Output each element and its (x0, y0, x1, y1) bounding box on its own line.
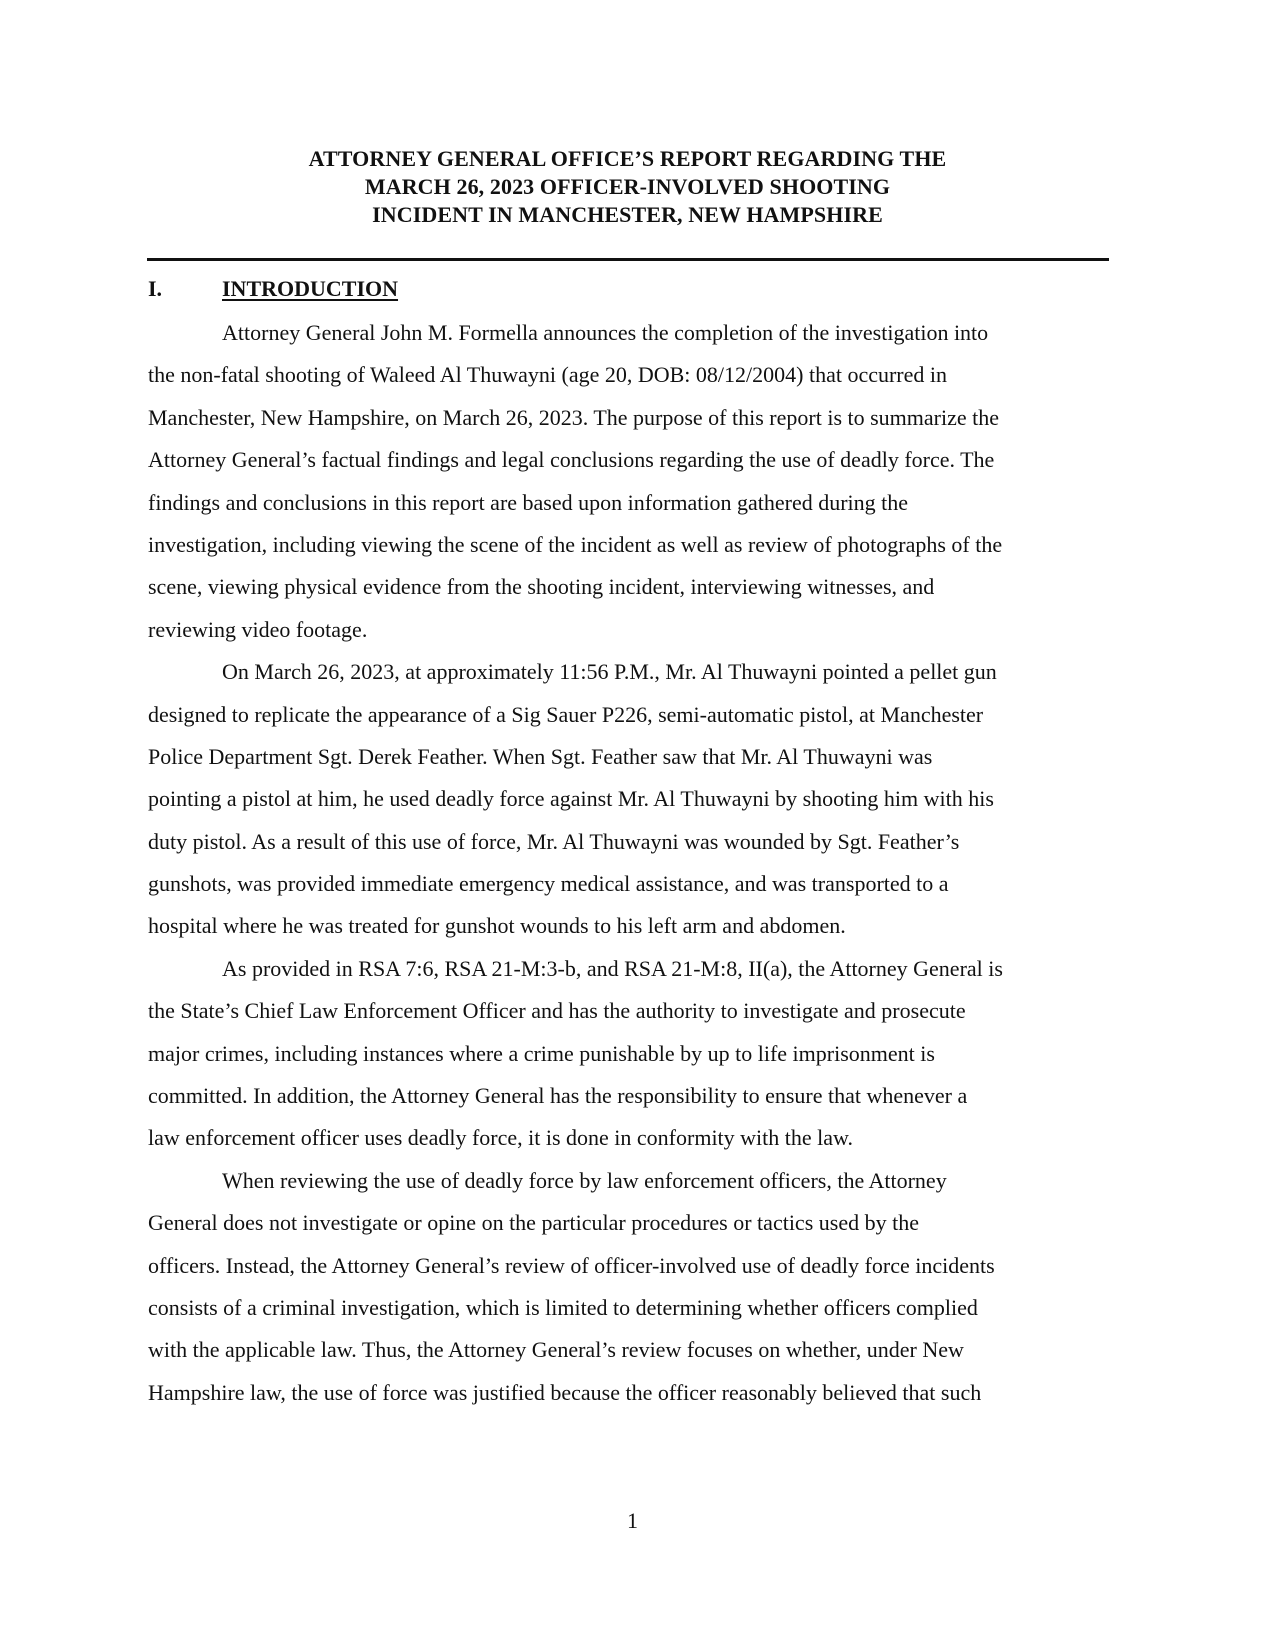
paragraph-1-line: findings and conclusions in this report are based upon information gathered during the (148, 489, 909, 515)
paragraph-3-line: the State’s Chief Law Enforcement Officer and has the authority to investigate and prosecute (148, 998, 966, 1024)
paragraph-1-line: Manchester, New Hampshire, on March 26, 2023. The purpose of this report is to summarize the (148, 404, 1000, 430)
page-number: 1 (627, 1508, 638, 1533)
paragraph-2-line: gunshots, was provided immediate emergency medical assistance, and was transported to a (148, 871, 949, 897)
paragraph-3-line: committed. In addition, the Attorney General has the responsibility to ensure that whenever a (148, 1083, 968, 1109)
paragraph-1-line: the non-fatal shooting of Waleed Al Thuwayni (age 20, DOB: 08/12/2004) that occurred in (148, 362, 948, 388)
paragraph-3-line: major crimes, including instances where a crime punishable by up to life imprisonment is (148, 1040, 935, 1066)
title-line-1: ATTORNEY GENERAL OFFICE’S REPORT REGARDING THE (308, 146, 947, 171)
paragraph-1-line: investigation, including viewing the scene of the incident as well as review of photographs of the (148, 531, 1003, 557)
paragraph-2-line: On March 26, 2023, at approximately 11:56 P.M., Mr. Al Thuwayni pointed a pellet gun (222, 659, 997, 685)
paragraph-3-line: As provided in RSA 7:6, RSA 21-M:3-b, and RSA 21-M:8, II(a), the Attorney General is (222, 955, 1003, 981)
paragraph-2-line: pointing a pistol at him, he used deadly force against Mr. Al Thuwayni by shooting him with his (148, 786, 994, 812)
paragraph-2-line: designed to replicate the appearance of a Sig Sauer P226, semi-automatic pistol, at Manchester (148, 701, 984, 727)
paragraph-3-line: law enforcement officer uses deadly force, it is done in conformity with the law. (148, 1125, 853, 1151)
section-number: I. (148, 276, 163, 301)
body-text (148, 312, 1113, 1414)
paragraph-1-line: Attorney General John M. Formella announces the completion of the investigation into (222, 320, 989, 345)
section-title: INTRODUCTION (222, 276, 399, 301)
title-divider (147, 258, 1109, 261)
paragraph-4-line: consists of a criminal investigation, which is limited to determining whether officers complied (148, 1294, 978, 1320)
title-line-3: INCIDENT IN MANCHESTER, NEW HAMPSHIRE (372, 202, 883, 227)
paragraph-4-line: When reviewing the use of deadly force by law enforcement officers, the Attorney (222, 1167, 947, 1193)
title-line-2: MARCH 26, 2023 OFFICER-INVOLVED SHOOTING (364, 174, 891, 199)
paragraph-1-line: reviewing video footage. (148, 616, 368, 642)
paragraph-4-line: General does not investigate or opine on the particular procedures or tactics used by the (148, 1210, 919, 1236)
section-heading-introduction (148, 275, 398, 303)
paragraph-2-line: hospital where he was treated for gunshot wounds to his left arm and abdomen. (148, 913, 846, 939)
paragraph-2-line: Police Department Sgt. Derek Feather. When Sgt. Feather saw that Mr. Al Thuwayni was (148, 743, 933, 769)
paragraph-1-line: scene, viewing physical evidence from the shooting incident, interviewing witnesses, and (148, 574, 935, 600)
paragraph-1-line: Attorney General’s factual findings and legal conclusions regarding the use of deadly force. The (148, 447, 995, 473)
paragraph-4-line: with the applicable law. Thus, the Attorney General’s review focuses on whether, under New (148, 1337, 964, 1363)
paragraph-2-line: duty pistol. As a result of this use of force, Mr. Al Thuwayni was wounded by Sgt. Feather’s (148, 828, 960, 854)
report-title (145, 145, 1110, 229)
paragraph-4-line: Hampshire law, the use of force was justified because the officer reasonably believed that such (148, 1379, 982, 1405)
paragraph-4-line: officers. Instead, the Attorney General’s review of officer-involved use of deadly force incidents (148, 1252, 995, 1278)
